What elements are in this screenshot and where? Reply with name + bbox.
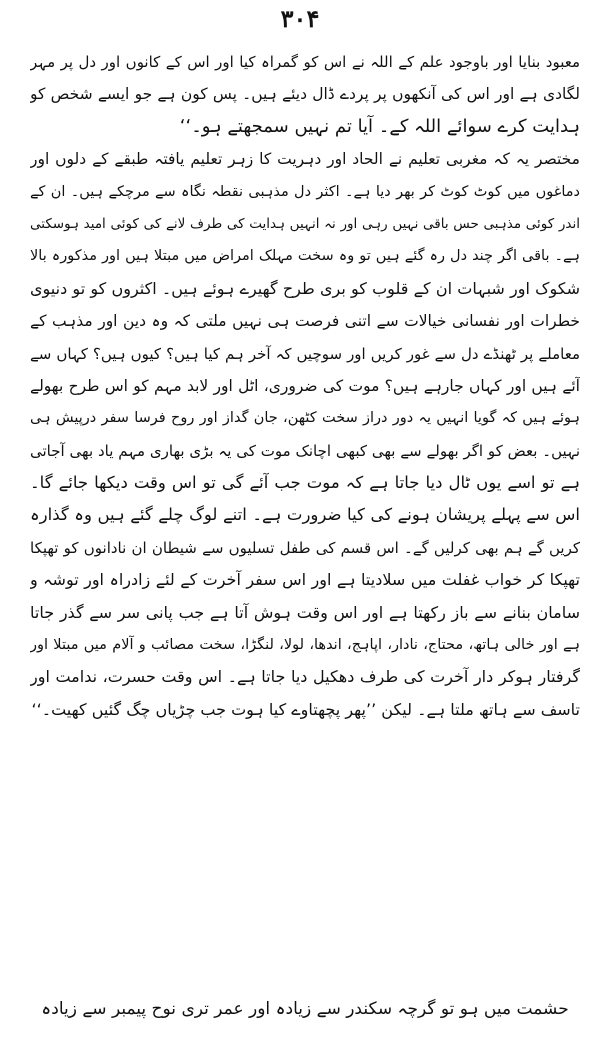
text-line: ہے تو اسے یوں ٹال دیا جاتا ہے کہ موت جب آئے گی تو اس وقت دیکھا جائے گا۔ <box>30 473 580 493</box>
body-text <box>30 46 580 726</box>
text-line: لگادی ہے اور اس کی آنکھوں پر پردے ڈال دیئے ہیں۔ پس کون ہے جو ایسے شخص کو <box>30 85 580 104</box>
text-line: ہدایت کرے سوائے اللہ کے۔ آیا تم نہیں سمجھتے ہو۔‘‘ <box>179 115 580 137</box>
text-line: دماغوں میں کوٹ کوٹ کر بھر دیا ہے۔ اکثر دل مذہبی نقطہ نگاہ سے مرچکے ہیں۔ ان کے <box>30 183 580 200</box>
text-line: معبود بنایا اور باوجود علم کے اللہ نے اس کو گمراہ کیا اور اس کے کانوں اور دل پر مہر <box>30 53 580 71</box>
text-line: ہے۔ باقی اگر چند دل رہ گئے ہیں تو وہ سخت مہلک امراض میں مبتلا ہیں اور مذکورہ بالا <box>30 248 580 265</box>
text-line: مختصر یہ کہ مغربی تعلیم نے الحاد اور دہریت کا زہر تعلیم یافتہ طبقے کے دلوں اور <box>30 150 580 169</box>
text-line: نہیں۔ بعض کو اگر بھولے سے بھی کبھی اچانک موت کی یہ بڑی بھاری مہم یاد بھی آجاتی <box>30 441 580 460</box>
text-line: گرفتار ہوکر دار آخرت کی طرف دھکیل دیا جاتا ہے۔ اس وقت حسرت، ندامت اور <box>30 667 580 687</box>
text-line: خطرات اور نفسانی خیالات سے اتنی فرصت ہی نہیں ملتی کہ وہ دین اور مذہب کے <box>30 312 580 331</box>
page-number: ۳۰۴ <box>280 4 320 33</box>
text-line: معاملے پر ٹھنڈے دل سے غور کریں اور سوچیں کہ آخر ہم کیا ہیں؟ کیوں ہیں؟ کہاں سے <box>30 344 580 363</box>
text-line: شکوک اور شبہات ان کے قلوب کو بری طرح گھیرے ہوئے ہیں۔ اکثروں کو تو دنیوی <box>30 278 580 298</box>
text-line: اندر کوئی مذہبی حس باقی نہیں رہی اور نہ انہیں ہدایت کی طرف لانے کی کوئی امید ہوسکتی <box>30 215 580 232</box>
text-line: تاسف سے ہاتھ ملتا ہے۔ لیکن ’’پھر پچھتاوے کیا ہوت جب چڑیاں چگ گئیں کھیت۔‘‘ <box>31 699 580 719</box>
text-line: کریں گے ہم بھی کرلیں گے۔ اس قسم کی طفل تسلیوں سے شیطان ان نادانوں کو تھپکا <box>30 538 580 557</box>
text-line: تھپکا کر خواب غفلت میں سلادیتا ہے اور اس سفر آخرت کے لئے زادراہ اور توشہ و <box>30 570 580 590</box>
text-line: سامان بنانے سے باز رکھتا ہے اور اس وقت ہوش آتا ہے جب پانی سر سے گذر جاتا <box>30 602 580 622</box>
closing-verse: حشمت میں ہو تو گرچہ سکندر سے زیادہ اور عمر تری نوح پیمبر سے زیادہ <box>41 999 569 1019</box>
text-line: آئے ہیں اور کہاں جارہے ہیں؟ موت کی ضروری، اٹل اور لابد مہم کو اس طرح بھولے <box>30 376 580 395</box>
text-line: ہوئے ہیں کہ گویا انہیں یہ دور دراز سخت کٹھن، جان گداز اور روح فرسا سفر درپیش ہی <box>30 410 580 427</box>
text-line: ہے اور خالی ہاتھ، محتاج، نادار، اپاہج، اندھا، لولا، لنگڑا، سخت مصائب و آلام میں مبتلا اور <box>30 637 580 654</box>
text-line: اس سے پہلے پریشان ہونے کی کیا ضرورت ہے۔ اتنے لوگ چلے گئے ہیں وہ گذارہ <box>30 505 580 525</box>
